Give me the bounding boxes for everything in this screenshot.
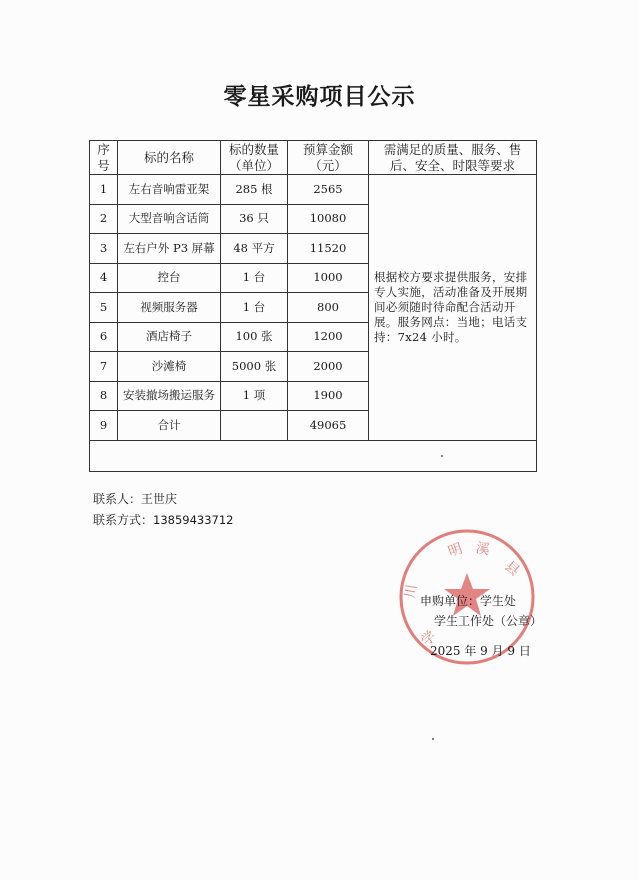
row-budget: 1900 <box>288 381 369 411</box>
row-quantity: 1 台 <box>221 293 288 323</box>
purchasing-unit: 申购单位：学生处 <box>420 594 517 608</box>
row-quantity: 5000 张 <box>221 352 288 382</box>
row-budget: 2565 <box>288 175 369 205</box>
header-quantity: 标的数量（单位） <box>221 141 288 175</box>
svg-text:学: 学 <box>418 628 440 650</box>
row-name: 控台 <box>118 263 221 293</box>
table-header-row <box>90 141 537 175</box>
svg-text:县: 县 <box>501 558 523 580</box>
row-budget: 1000 <box>288 263 369 293</box>
row-quantity: 1 台 <box>221 263 288 293</box>
page-title: 零星采购项目公示 <box>223 84 416 110</box>
row-index: 5 <box>90 293 118 323</box>
row-budget: 800 <box>288 293 369 323</box>
total-index: 9 <box>90 411 118 441</box>
requirements-cell <box>369 175 537 441</box>
header-name: 标的名称 <box>118 141 221 175</box>
row-name: 左右音响雷亚架 <box>118 175 221 205</box>
row-budget: 1200 <box>288 322 369 352</box>
row-index: 2 <box>90 204 118 234</box>
row-quantity: 36 只 <box>221 204 288 234</box>
contact-phone-label: 联系方式： <box>93 513 154 527</box>
contact-phone-number: 13859433712 <box>153 513 234 527</box>
contact-person-label: 联系人： <box>93 492 142 506</box>
svg-text:溪: 溪 <box>474 540 491 559</box>
row-name: 左右户外 P3 屏幕 <box>118 234 221 264</box>
row-name: 沙滩椅 <box>118 352 221 382</box>
row-name: 安装撤场搬运服务 <box>118 381 221 411</box>
row-index: 6 <box>90 322 118 352</box>
row-index: 7 <box>90 352 118 382</box>
blank-row <box>90 440 537 471</box>
row-name: 视频服务器 <box>118 293 221 323</box>
row-name: 大型音响含话筒 <box>118 204 221 234</box>
row-budget: 11520 <box>288 234 369 264</box>
header-requirements: 需满足的质量、服务、售后、安全、时限等要求 <box>369 141 537 175</box>
row-budget: 2000 <box>288 352 369 382</box>
contact-phone <box>93 511 234 528</box>
row-index: 4 <box>90 263 118 293</box>
svg-text:川: 川 <box>402 583 421 600</box>
row-quantity: 285 根 <box>221 175 288 205</box>
purchasing-unit-seal-label: 学生工作处（公章） <box>434 614 543 628</box>
row-budget: 10080 <box>288 204 369 234</box>
sign-date: 2025 年 9 月 9 日 <box>430 644 531 658</box>
header-budget: 预算金额（元） <box>288 141 369 175</box>
total-label: 合计 <box>118 411 221 441</box>
row-quantity: 1 项 <box>221 381 288 411</box>
requirements-text: 根据校方要求提供服务，安排专人实施，活动准备及开展期间必须随时待命配合活动开展。服务网点：当地；电话支持：7x24 小时。 <box>374 269 528 344</box>
row-index: 3 <box>90 234 118 264</box>
contact-person <box>93 490 177 507</box>
svg-text:明: 明 <box>446 540 465 561</box>
total-quantity <box>221 411 288 441</box>
row-index: 1 <box>90 175 118 205</box>
row-index: 8 <box>90 381 118 411</box>
table-row <box>90 175 537 205</box>
contact-person-name: 王世庆 <box>141 492 178 506</box>
row-quantity: 100 张 <box>221 322 288 352</box>
header-index: 序号 <box>90 141 118 175</box>
row-quantity: 48 平方 <box>221 234 288 264</box>
row-name: 酒店椅子 <box>118 322 221 352</box>
scan-speck <box>441 455 443 457</box>
procurement-table <box>89 140 537 472</box>
blank-cell <box>90 440 537 471</box>
scan-speck <box>432 738 434 740</box>
total-budget: 49065 <box>288 411 369 441</box>
